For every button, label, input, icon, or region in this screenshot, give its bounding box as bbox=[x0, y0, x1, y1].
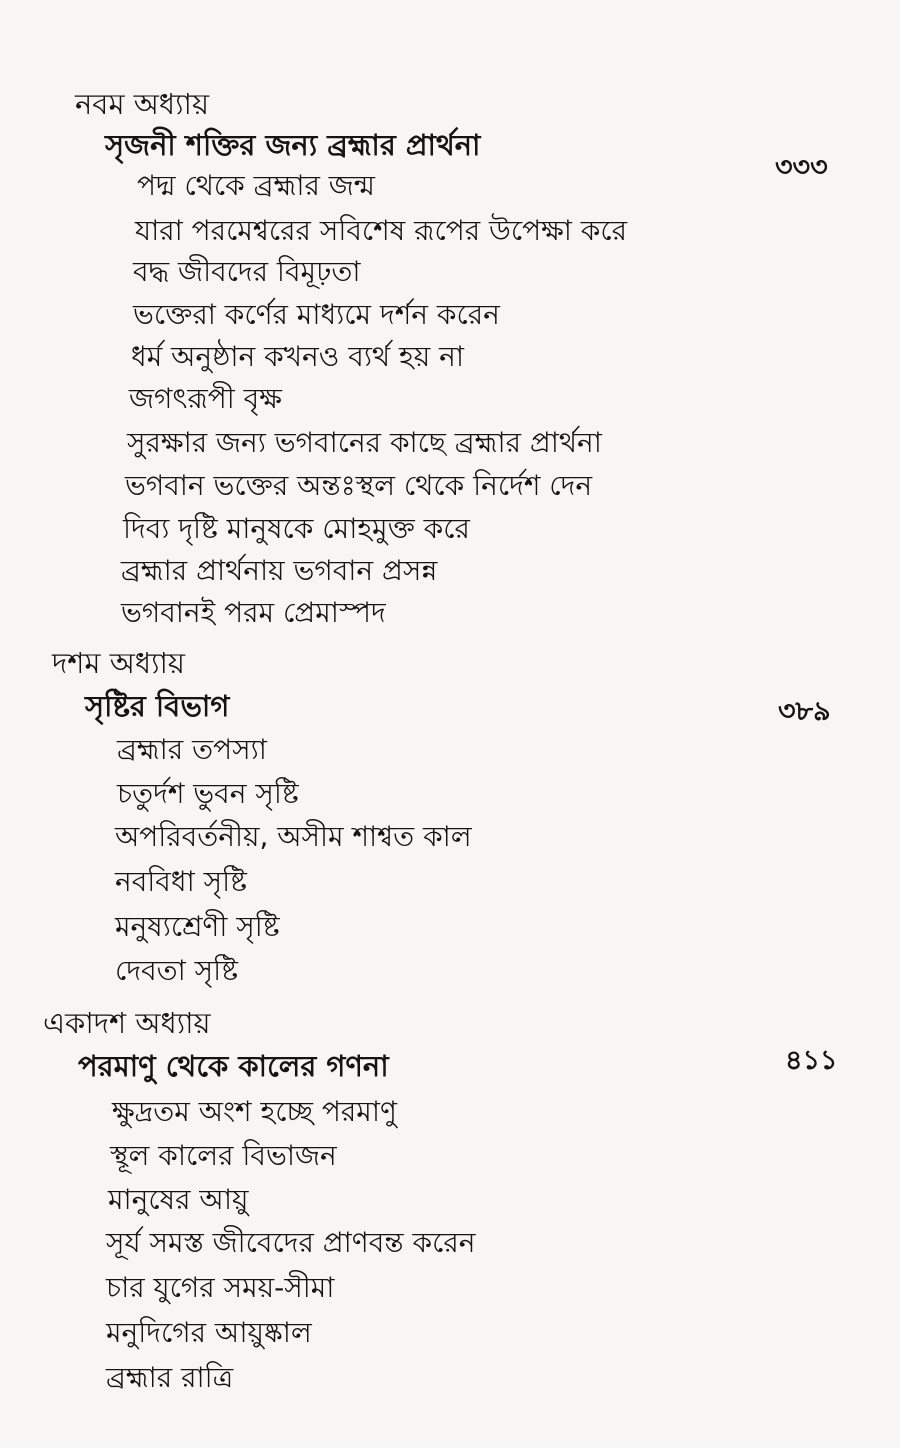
toc-item: দেবতা সৃষ্টি bbox=[115, 954, 238, 987]
toc-item: ক্ষুদ্রতম অংশ হচ্ছে পরমাণু bbox=[112, 1095, 397, 1128]
toc-item: সূর্য সমস্ত জীবেদের প্রাণবন্ত করেন bbox=[106, 1226, 476, 1259]
toc-item: অপরিবর্তনীয়, অসীম শাশ্বত কাল bbox=[115, 820, 472, 853]
toc-item: ভগবান ভক্তের অন্তঃস্থল থেকে নির্দেশ দেন bbox=[125, 469, 593, 502]
toc-item: বদ্ধ জীবদের বিমূঢ়তা bbox=[133, 255, 361, 288]
toc-item: মনুষ্যশ্রেণী সৃষ্টি bbox=[115, 910, 280, 943]
toc-item: ব্রহ্মার প্রার্থনায় ভগবান প্রসন্ন bbox=[121, 554, 438, 587]
chapter-title: পরমাণু থেকে কালের গণনা bbox=[78, 1049, 389, 1083]
chapter-title: সৃষ্টির বিভাগ bbox=[85, 689, 230, 723]
toc-item: ব্রহ্মার তপস্যা bbox=[117, 733, 267, 766]
toc-item: স্থূল কালের বিভাজন bbox=[110, 1139, 337, 1172]
toc-item: ভক্তেরা কর্ণের মাধ্যমে দর্শন করেন bbox=[133, 298, 500, 331]
toc-item: যারা পরমেশ্বরের সবিশেষ রূপের উপেক্ষা করে bbox=[135, 214, 628, 247]
toc-item: নববিধা সৃষ্টি bbox=[115, 865, 247, 898]
chapter-title: সৃজনী শক্তির জন্য ব্রহ্মার প্রার্থনা bbox=[105, 128, 481, 162]
page-number: ৩৮৯ bbox=[778, 696, 831, 727]
toc-item: মনুদিগের আয়ুষ্কাল bbox=[106, 1316, 312, 1349]
toc-item: চতুর্দশ ভুবন সৃষ্টি bbox=[117, 777, 299, 810]
page-number: ৩৩৩ bbox=[775, 152, 828, 183]
toc-item: ধর্ম অনুষ্ঠান কখনও ব্যর্থ হয় না bbox=[131, 340, 464, 373]
toc-item: জগৎরূপী বৃক্ষ bbox=[129, 382, 282, 415]
toc-item: দিব্য দৃষ্টি মানুষকে মোহমুক্ত করে bbox=[123, 512, 470, 545]
toc-item: চার যুগের সময়-সীমা bbox=[106, 1271, 335, 1304]
chapter-heading: একাদশ অধ্যায় bbox=[43, 1006, 211, 1040]
chapter-heading: নবম অধ্যায় bbox=[75, 87, 210, 121]
toc-item: পদ্ম থেকে ব্রহ্মার জন্ম bbox=[137, 169, 375, 202]
toc-item: মানুষের আয়ু bbox=[108, 1183, 249, 1216]
chapter-heading: দশম অধ্যায় bbox=[52, 646, 185, 680]
toc-item: ব্রহ্মার রাত্রি bbox=[106, 1361, 234, 1394]
toc-item: সুরক্ষার জন্য ভগবানের কাছে ব্রহ্মার প্রার্থনা bbox=[127, 426, 602, 459]
page-number: ৪১১ bbox=[785, 1045, 838, 1076]
toc-item: ভগবানই পরম প্রেমাস্পদ bbox=[121, 596, 386, 629]
